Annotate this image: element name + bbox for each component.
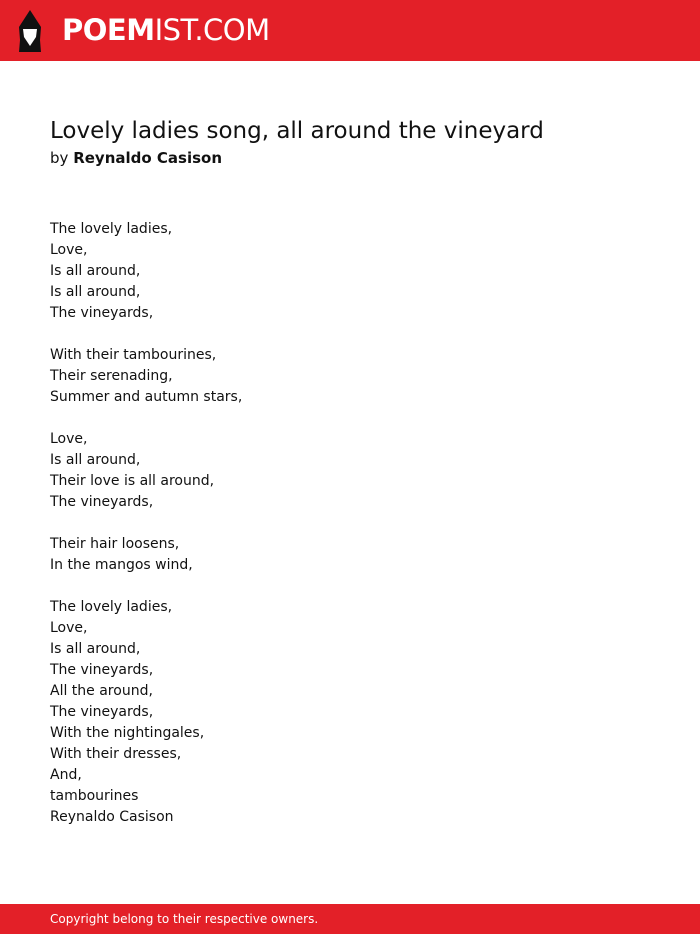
- author-name: Reynaldo Casison: [73, 149, 223, 167]
- site-footer: [0, 904, 700, 934]
- site-logo[interactable]: [62, 11, 270, 49]
- poem-line: And,: [50, 767, 82, 783]
- poem-line: Love,: [50, 242, 88, 258]
- poem-line: tambourines: [50, 788, 139, 804]
- poem-line: With the nightingales,: [50, 725, 205, 741]
- logo-text-light: IST.COM: [154, 13, 270, 47]
- poem-line: Is all around,: [50, 263, 141, 279]
- copyright-notice: Copyright belong to their respective owners.: [50, 912, 319, 926]
- poem-line: In the mangos wind,: [50, 557, 193, 573]
- stanza-break: [50, 324, 242, 345]
- poem-title: Lovely ladies song, all around the vineyard: [50, 118, 544, 144]
- poem-line: Their serenading,: [50, 368, 173, 384]
- poem-line: All the around,: [50, 683, 153, 699]
- site-header: [0, 0, 700, 61]
- stanza-break: [50, 576, 242, 597]
- by-label: by: [50, 149, 69, 167]
- poem-line: Is all around,: [50, 284, 141, 300]
- poem-line: With their dresses,: [50, 746, 182, 762]
- poem-line: The vineyards,: [50, 704, 154, 720]
- poem-line: The vineyards,: [50, 305, 154, 321]
- poem-line: With their tambourines,: [50, 347, 217, 363]
- byline: [50, 148, 222, 169]
- poem-line: Love,: [50, 431, 88, 447]
- poem-line: Is all around,: [50, 452, 141, 468]
- poem-line: The lovely ladies,: [50, 599, 173, 615]
- poem-line: The vineyards,: [50, 494, 154, 510]
- poem-line: Their love is all around,: [50, 473, 215, 489]
- poem-line: Summer and autumn stars,: [50, 389, 243, 405]
- poem-line: The vineyards,: [50, 662, 154, 678]
- stanza-break: [50, 513, 242, 534]
- poem-line: The lovely ladies,: [50, 221, 173, 237]
- poem-line: Their hair loosens,: [50, 536, 180, 552]
- poem-line: Love,: [50, 620, 88, 636]
- logo-text-bold: POEM: [62, 13, 155, 47]
- poem-line: Reynaldo Casison: [50, 809, 174, 825]
- poem-body: [50, 219, 242, 828]
- stanza-break: [50, 408, 242, 429]
- poem-line: Is all around,: [50, 641, 141, 657]
- pencil-tip-icon: [17, 10, 43, 52]
